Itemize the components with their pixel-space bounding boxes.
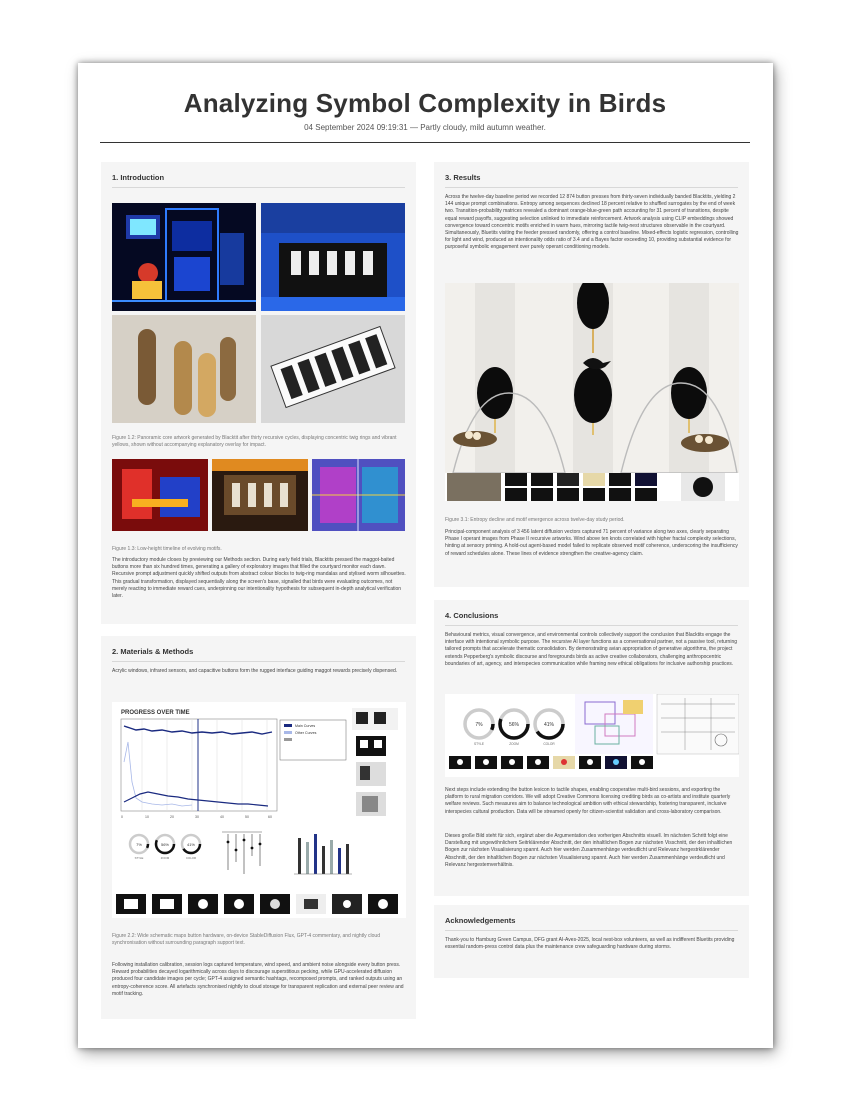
- methods-heading: 2. Materials & Methods: [112, 647, 194, 656]
- svg-text:50: 50: [245, 815, 249, 819]
- svg-text:10: 10: [145, 815, 149, 819]
- methods-intro-text: Acrylic windows, infrared sensors, and capacitive buttons form the rugged interface guiding maggot rewards precisely dispensed.: [112, 668, 398, 674]
- results-bell-jar-figure: [445, 283, 739, 501]
- methods-dashboard-figure: [112, 702, 406, 918]
- results-heading: 3. Results: [445, 173, 481, 182]
- methods-section: [101, 636, 416, 1019]
- intro-figure-caption-2: Figure 1.3: Low-height timeline of evolving motifs.: [112, 546, 222, 552]
- acknowledgements-section: [434, 905, 749, 978]
- conclusions-gauge-color-value: 41%: [543, 722, 555, 728]
- section-divider: [112, 187, 405, 188]
- methods-gauge-style-value: 7%: [136, 842, 142, 847]
- conclusions-gauge-style-value: 7%: [475, 722, 483, 728]
- intro-image-blue-device: [261, 203, 405, 311]
- methods-gauge-color-label: COLOR: [186, 856, 196, 860]
- intro-body-text: The introductory module closes by previewing our Methods section. During early field trials, Blacktits pressed the maggot-baited buttons more than six hundred times, generating a gallery of exploratory images that filled the courtyard monitor each dawn. Recursive prompt adjustment quickly shifted outputs from abstract colour blocks to twig-ring mandalas and stylised worm silhouettes. This gradual transformation, displayed sequentially along the screen's base, signalled that birds were evaluating outcomes, not merely reacting to immediate reward cues, underpinning our intentionality hypothesis for subsequent in-depth analytical verification later.: [112, 557, 406, 600]
- methods-figure-caption: Figure 2.2: Wide schematic maps button hardware, on-device StableDiffusion Flux, GPT-4 commentary, and nightly cloud synchronisation without surrounding paragraph support text.: [112, 933, 380, 946]
- conclusions-body-text-1: Behavioural metrics, visual convergence, and environmental controls collectively support the conclusion that Blacktits engage the interface with intentional symbolic purpose. The recursive AI layer functions as a conversational partner, not a passive tool, returning tailored prompts that accelerate thematic consolidation. By demonstrating avian appropriation of generative algorithms, the project extends Pepperberg's symbolic discourse and foregrounds birds as active creative collaborators, challenging anthropocentric boundaries of art, agency, and interspecies communication while framing new ethical obligations for inclusive authorship practices.: [445, 632, 738, 667]
- conclusions-gauge-style-label: STYLE: [473, 742, 485, 746]
- results-body-text-1: Across the twelve-day baseline period we recorded 12 874 button presses from thirty-seven individually banded Blacktits, yielding 2 144 unique prompt combinations. Entropy among sequences declined 18 percent relative to shuffled surrogates by the end of week two. Transition-probability matrices revealed a dominant orange-blue-green path accounting for 31 percent of transitions, despite equal reward payoffs, suggesting selection unlinked to immediate reinforcement. Artwork analysis using CLIP embeddings showed convergence toward concentric motifs enriched in warm hues, mirroring tactile twig-nest structures observable in the courtyard. Simultaneously, Bluetits visiting the feeder pressed randomly, offering a control baseline. Mixed-effects logistic regression, controlling for light and wind, produced an intentionality odds ratio of 3.4 and a Bayes factor exceeding 10, providing substantial evidence for purposeful symbolic engagement over purely operant conditioning models.: [445, 194, 739, 251]
- methods-gauge-color-value: 41%: [186, 842, 196, 847]
- methods-body-text: Following installation calibration, session logs captured temperature, wind speed, and ambient noise alongside every button press. Reward probabilities decayed logarithmically across days to discourage superstitious pecking, while GPU-accelerated diffusion produced four candidate images per cycle; GPT-4 assigned semantic hashtags, recomposed prompts, and ranked outputs using an entropy-coherence score. All artefacts synchronised nightly to cloud storage for transparent replication and external peer review and motif tracking.: [112, 962, 404, 997]
- intro-image-neon-machine: [112, 203, 256, 311]
- svg-text:40: 40: [220, 815, 224, 819]
- svg-text:20: 20: [170, 815, 174, 819]
- intro-image-worms: [112, 315, 256, 423]
- svg-text:30: 30: [195, 815, 199, 819]
- svg-text:0: 0: [121, 815, 123, 819]
- intro-figure-caption-1: Figure 1.2: Panoramic core artwork generated by Blacktit after thirty recursive cycles, displaying concentric twig rings and vibrant yellows, shown without accompanying explanatory overlay for impact.: [112, 435, 397, 448]
- title-rule: [100, 142, 750, 143]
- conclusions-gauge-color-label: COLOR: [543, 742, 555, 746]
- results-body-text-2: Principal-component analysis of 3 456 latent diffusion vectors captured 71 percent of variance along two axes, clearly separating Phase I operant images from Phase II recursive artworks. Wind above ten knots correlated with higher fractal complexity selections, hinting at sensory priming. A hold-out agent-based model failed to replicate observed motif coherence, underscoring the insufficiency of reward schedules alone. These lines of evidence strengthen the creative-agency claim.: [445, 529, 738, 557]
- acknowledgements-heading: Acknowledgements: [445, 916, 516, 925]
- page-title: Analyzing Symbol Complexity in Birds: [183, 88, 667, 118]
- section-divider: [445, 187, 738, 188]
- results-section: [434, 162, 749, 587]
- conclusions-gauge-zoom-value: 56%: [508, 722, 520, 728]
- methods-gauge-zoom-value: 56%: [160, 842, 170, 847]
- conclusions-section: [434, 600, 749, 896]
- section-divider: [112, 661, 405, 662]
- introduction-heading: 1. Introduction: [112, 173, 165, 182]
- methods-gauge-zoom-label: ZOOM: [160, 856, 170, 860]
- conclusions-dashboard-figure: [445, 694, 739, 777]
- svg-text:60: 60: [268, 815, 272, 819]
- intro-image-gray-blocks: [261, 315, 405, 423]
- conclusions-body-text-2: Next steps include extending the button lexicon to tactile shapes, enabling cooperative multi-bird sessions, and exporting the platform to rural migration corridors. We will adopt Creative Commons licensing crediting birds as co-artists and institute quarterly welfare reviews. Such measures aim to balance technological ambition with ethical stewardship, fostering transparent, inclusive interspecies cultural production. Data will be streamed openly for citizen-scientist validation and cross-laboratory comparison.: [445, 787, 731, 815]
- results-figure-caption: Figure 3.1: Entropy decline and motif emergence across twelve-day study period.: [445, 517, 625, 523]
- methods-gauge-style-label: STYLE: [134, 856, 144, 860]
- intro-strip-image-1: [112, 459, 208, 531]
- acknowledgements-body-text: Thank-you to Hamburg Green Campus, DFG grant AI-Aves-2025, local nest-box volunteers, as well as indifferent Bluetits providing essential random-press control data plus the maintenance crew safeguarding hardware during storms.: [445, 937, 735, 951]
- legend-entry-main: Main Curves: [295, 724, 316, 728]
- legend-entry-other: Other Curves: [295, 731, 317, 735]
- progress-chart-title: PROGRESS OVER TIME: [121, 710, 190, 716]
- conclusions-gauge-zoom-label: ZOOM: [509, 742, 519, 746]
- section-divider: [445, 930, 738, 931]
- intro-strip-image-3: [312, 459, 405, 531]
- introduction-section: [101, 162, 416, 624]
- conclusions-body-text-3: Dieses große Bild steht für sich, ergänzt aber die Argumentation des vorherigen Abschnitts visuell. Im nächsten Schritt folgt eine Darstellung mit ungewöhnlichem Seitrklärender Abschnitt, der den inhaltlichen Bogen zur nächsten Visschnitt, der den inhaltlichen Bogen zur nächsten Visualisierung spannt. Auch hier werden Zusammenhänge verdeutlicht und Relevanz hergestrklärender Abschnitt, der den inhaltlichen Bogen zur nächsten Visualisierung spannt. Auch hier werden Zusammenhänge verdeutlicht und Relevanz hergestemverhältnis.: [445, 833, 733, 868]
- intro-strip-image-2: [212, 459, 308, 531]
- conclusions-heading: 4. Conclusions: [445, 611, 499, 620]
- section-divider: [445, 625, 738, 626]
- page-subtitle: 04 September 2024 09:19:31 — Partly cloudy, mild autumn weather.: [304, 123, 546, 132]
